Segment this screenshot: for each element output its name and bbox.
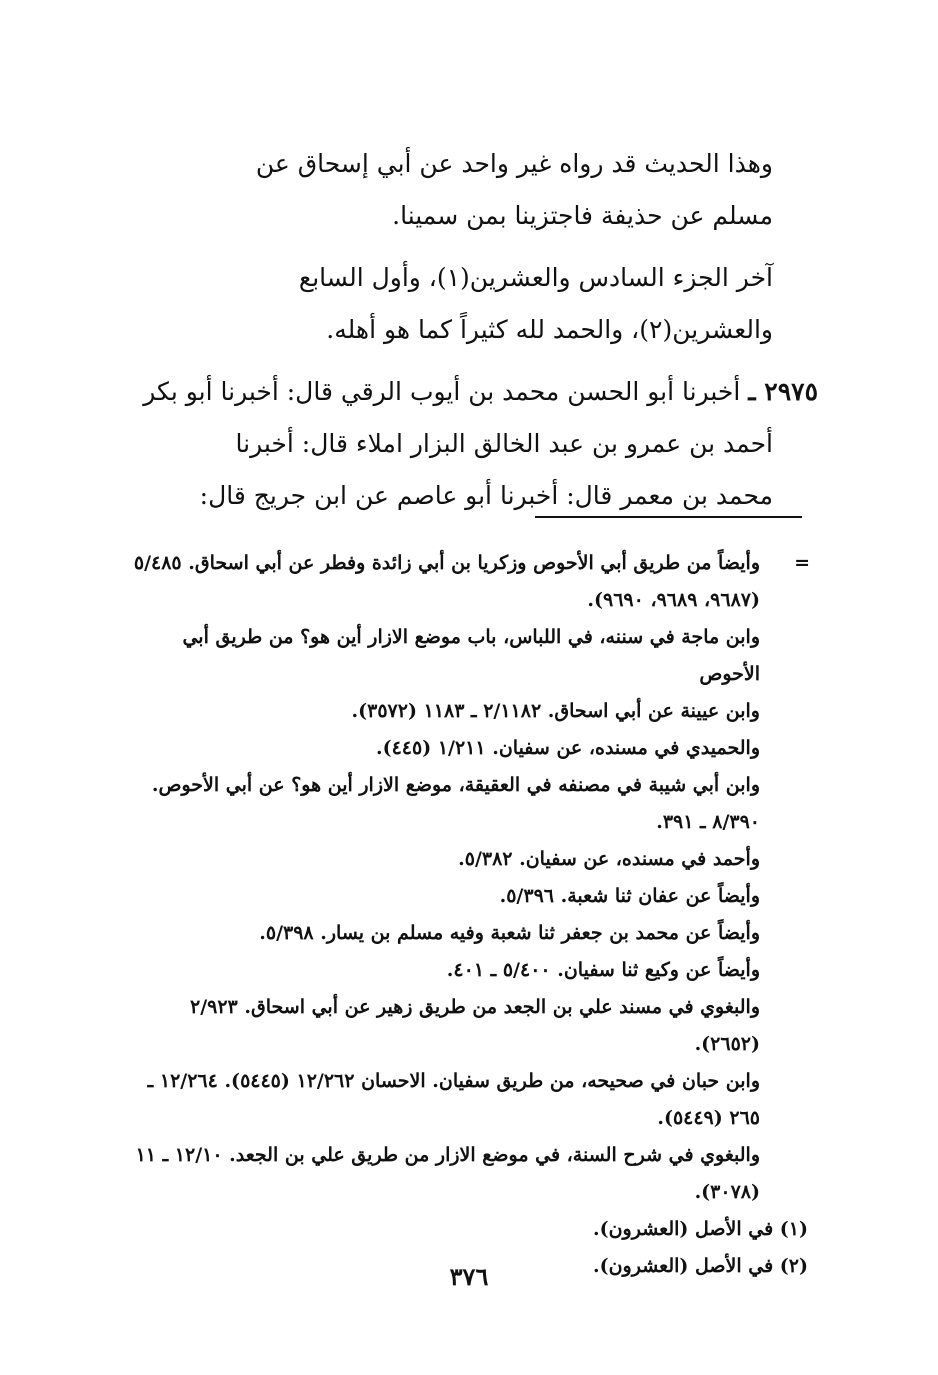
footnote-line: وأيضاً من طريق أبي الأحوص وزكريا بن أبي زائدة وفطر عن أبي اسحاق. ٥/٤٨٥ <box>133 552 760 574</box>
hadith-text: أخبرنا أبو الحسن محمد بن أيوب الرقي قال: أخبرنا أبو بكر <box>143 377 741 406</box>
paragraph-chain-note <box>106 138 818 242</box>
footnote-line: والبغوي في شرح السنة، في موضع الازار من طريق علي بن الجعد. ١٢/١٠ ـ ١١ <box>135 1144 760 1166</box>
text-line: مسلم عن حذيفة فاجتزينا بمن سمينا. <box>392 201 773 230</box>
text-line <box>106 366 818 418</box>
text-line: والعشرين(٢)، والحمد لله كثيراً كما هو أهله. <box>326 315 773 344</box>
footnote-line: ٢٦٥ (٥٤٤٩). <box>657 1107 760 1129</box>
footnote-line: (٩٦٨٧، ٩٦٨٩، ٩٦٩٠). <box>587 589 760 611</box>
footnote-line: وأيضاً عن محمد بن جعفر ثنا شعبة وفيه مسلم بن يسار. ٥/٣٩٨. <box>259 922 760 944</box>
text-line: وهذا الحديث قد رواه غير واحد عن أبي إسحاق عن <box>255 149 773 178</box>
footnote-line: وابن ماجة في سننه، في اللباس، باب موضع الازار أين هو؟ من طريق أبي الأحوص <box>182 626 760 685</box>
footnotes <box>118 545 808 1285</box>
footnote-divider <box>535 516 802 518</box>
footnote-line: وأيضاً عن وكيع ثنا سفيان. ٥/٤٠٠ ـ ٤٠١. <box>446 959 760 981</box>
footnote-line: (٢٦٥٢). <box>694 1033 760 1055</box>
continuation-mark: = <box>794 552 810 574</box>
text-line: أحمد بن عمرو بن عبد الخالق البزار املاء قال: أخبرنا <box>235 429 773 458</box>
hadith-paragraph <box>106 366 818 522</box>
footnote-line: وابن أبي شيبة في مصنفه في العقيقة، موضع الازار أين هو؟ عن أبي الأحوص. <box>151 774 760 796</box>
footnote-note-1: (١) في الأصل (العشرون). <box>593 1218 808 1240</box>
footnote-line: والحميدي في مسنده، عن سفيان. ١/٢١١ (٤٤٥). <box>375 737 760 759</box>
footnote-note-2: (٢) في الأصل (العشرون). <box>593 1255 808 1277</box>
footnote-line: وابن عيينة عن أبي اسحاق. ٢/١١٨٢ ـ ١١٨٣ (٣٥٧٢). <box>351 700 760 722</box>
page-number: ٣٧٦ <box>449 1262 489 1291</box>
footnote-line: (٣٠٧٨). <box>694 1181 760 1203</box>
hadith-number: ٢٩٧٥ ـ <box>748 377 818 406</box>
text-line: آخر الجزء السادس والعشرين(١)، وأول السابع <box>298 263 773 292</box>
footnote-line: ٨/٣٩٠ ـ ٣٩١. <box>656 811 760 833</box>
footnote-line: وابن حبان في صحيحه، من طريق سفيان. الاحسان ١٢/٢٦٢ (٥٤٤٥). ١٢/٢٦٤ ـ <box>147 1070 760 1092</box>
text-line: محمد بن معمر قال: أخبرنا أبو عاصم عن ابن جريج قال: <box>199 481 773 510</box>
main-text <box>106 138 818 522</box>
footnote-line: والبغوي في مسند علي بن الجعد من طريق زهير عن أبي اسحاق. ٢/٩٢٣ <box>189 996 760 1018</box>
footnote-line: وأيضاً عن عفان ثنا شعبة. ٥/٣٩٦. <box>499 885 760 907</box>
paragraph-part-end <box>106 252 818 356</box>
footnote-line: وأحمد في مسنده، عن سفيان. ٥/٣٨٢. <box>458 848 760 870</box>
